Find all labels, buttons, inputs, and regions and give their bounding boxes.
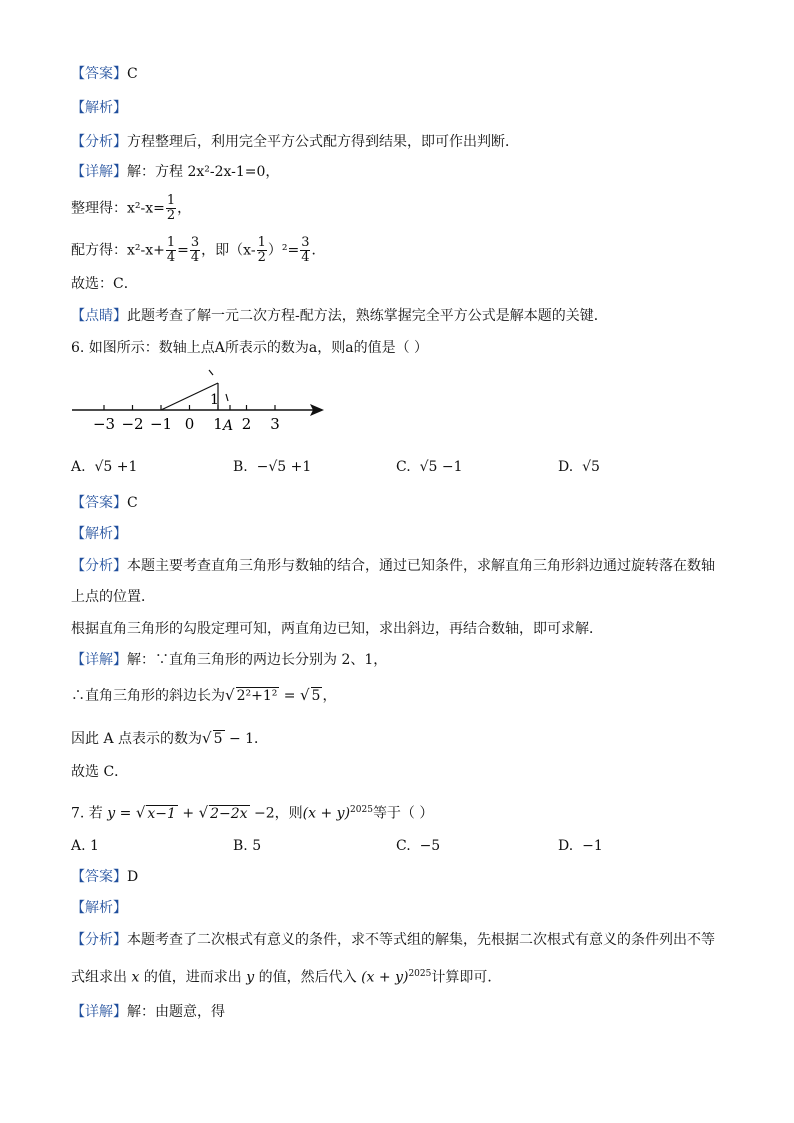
q5-step1-line: 整理得：x²-x= $\frac{1}{2}$ ， xyxy=(71,193,192,223)
q5-choice-line: 故选：C． xyxy=(71,276,138,292)
axis-tick-label: 1 xyxy=(213,415,223,433)
q5-dianjing-line: 【点睛】此题考查了解一元二次方程-配方法，熟练掌握完全平方公式是解本题的关键． xyxy=(71,308,608,324)
q5-analysis-tag xyxy=(71,98,127,118)
radical: 2²+1² xyxy=(236,688,278,704)
q7-detail-line: 【详解】解：由题意，得 xyxy=(71,1004,225,1020)
q6-fenxi-line2: 上点的位置． xyxy=(71,589,155,605)
q7-option-c: C. −5 xyxy=(396,838,441,854)
q6-choice-line: 故选 C． xyxy=(71,764,129,780)
q7-option-a: A. 1 xyxy=(71,838,99,854)
arc-mark xyxy=(209,370,213,375)
q5-detail-line xyxy=(71,162,279,182)
q6-option-d: D. √5 xyxy=(558,459,600,475)
q7-analysis-tag: 【解析】 xyxy=(71,900,127,916)
analysis-tag: 【解析】 xyxy=(71,100,127,116)
radical: 2−2x xyxy=(210,805,248,822)
q5-step2-line: 配方得：x²-x+ $\frac{1}{4}$ = $\frac{3}{4}$ ，即（x- $\frac{1}{2}$ ）²= $\frac{3}{4}$ ． xyxy=(71,235,326,265)
q6-stem: 6. 如图所示：数轴上点A所表示的数为a，则a的值是（ ） xyxy=(71,340,429,356)
q7-option-b: B. 5 xyxy=(233,838,262,854)
axis-tick-label: 3 xyxy=(270,415,280,433)
step2-label: 配方得： xyxy=(71,242,127,259)
q7-fenxi-line1: 【分析】本题考查了二次根式有意义的条件，求不等式组的解集，先根据二次根式有意义的条件列出不等 xyxy=(71,932,715,948)
fenxi-text: 方程整理后，利用完全平方公式配方得到结果，即可作出判断． xyxy=(127,134,519,150)
point-a-label: A xyxy=(223,418,234,434)
q6-option-b: B. −√5 +1 xyxy=(233,459,312,475)
q6-option-a: A. √5 +1 xyxy=(71,459,138,475)
axis-tick-label: 0 xyxy=(184,415,195,433)
q6-fenxi-line1: 【分析】本题主要考查直角三角形与数轴的结合，通过已知条件，求解直角三角形斜边通过旋转落在数轴 xyxy=(71,558,715,574)
q6-line3: 根据直角三角形的勾股定理可知，两直角边已知，求出斜边，再结合数轴，即可求解． xyxy=(71,621,603,637)
q7-fenxi-line2: 式组求出 x 的值，进而求出 y 的值，然后代入 $(x + y)^{2025}$计算即可． xyxy=(71,969,502,986)
fraction: $\frac{1}{4}$ xyxy=(166,235,176,265)
fraction: $\frac{3}{4}$ xyxy=(190,235,200,265)
axis-tick-label: −3 xyxy=(92,415,116,433)
fraction: $\frac{1}{2}$ xyxy=(166,193,176,223)
q6-answer-line: 【答案】C xyxy=(71,495,138,511)
arc-mark xyxy=(226,394,228,401)
fenxi-tag: 【分析】 xyxy=(71,134,127,150)
radical: 5 xyxy=(311,688,321,704)
axis-tick-label: −1 xyxy=(149,415,173,433)
number-line-figure xyxy=(66,366,334,438)
q6-analysis-tag: 【解析】 xyxy=(71,526,127,542)
detail-tag: 【详解】 xyxy=(71,164,127,180)
q7-option-d: D. −1 xyxy=(558,838,603,854)
q6-detail-line: 【详解】解：∵直角三角形的两边长分别为 2、1， xyxy=(71,652,388,668)
fraction: $\frac{3}{4}$ xyxy=(301,235,310,265)
q7-answer-line: 【答案】D xyxy=(71,869,139,885)
q5-fenxi-line xyxy=(71,132,519,152)
detail-text: 解：方程 xyxy=(127,164,183,180)
dianjing-tag: 【点睛】 xyxy=(71,308,127,324)
height-label: 1 xyxy=(210,392,219,408)
q7-stem: 7. 若 y = √ x−1 + √ 2−2x −2，则$(x + y)^{2025}$等于（ ） xyxy=(71,803,434,822)
step1-expr: x²-x= xyxy=(127,200,165,217)
q6-hypotenuse-line: ∴直角三角形的斜边长为√ 2²+1² = √ 5 ， xyxy=(71,686,337,704)
radical: x−1 xyxy=(147,805,176,822)
q6-therefore-line: 因此 A 点表示的数为√ 5 − 1． xyxy=(71,729,269,747)
axis-tick-label: −2 xyxy=(121,415,144,433)
q6-option-c: C. √5 −1 xyxy=(396,459,463,475)
fraction: $\frac{1}{2}$ xyxy=(257,235,266,265)
step1-label: 整理得： xyxy=(71,200,127,217)
answer-value: C xyxy=(127,66,138,82)
equation: 2x²-2x-1=0， xyxy=(187,164,280,180)
answer-tag: 【答案】 xyxy=(71,66,127,82)
q5-answer-line xyxy=(71,64,138,84)
axis-tick-label: 2 xyxy=(241,415,252,433)
radical: 5 xyxy=(213,731,223,747)
